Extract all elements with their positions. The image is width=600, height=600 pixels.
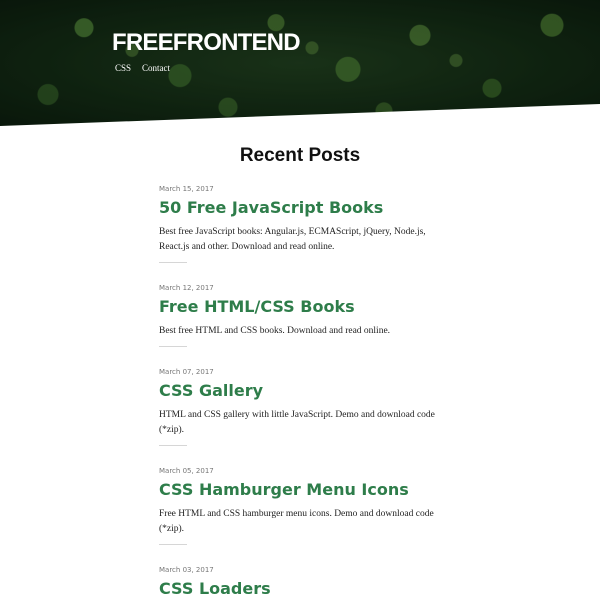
post-title-link[interactable]: CSS Loaders xyxy=(159,579,271,598)
post-item xyxy=(159,466,439,545)
nav-item-contact[interactable]: Contact xyxy=(142,63,171,73)
post-divider xyxy=(159,544,187,545)
post-date: March 03, 2017 xyxy=(159,566,214,574)
post-title-link[interactable]: CSS Hamburger Menu Icons xyxy=(159,480,409,499)
post-title-link[interactable]: Free HTML/CSS Books xyxy=(159,297,355,316)
post-excerpt: HTML and CSS gallery with little JavaScript. Demo and download code (*zip). xyxy=(159,410,435,435)
post-divider xyxy=(159,262,187,263)
nav-item-css[interactable]: CSS xyxy=(115,63,132,73)
post-date: March 12, 2017 xyxy=(159,284,214,292)
post-date: March 07, 2017 xyxy=(159,368,214,376)
page-title: Recent Posts xyxy=(239,145,361,166)
post-item xyxy=(159,283,439,347)
post-excerpt: Best free JavaScript books: Angular.js, ECMAScript, jQuery, Node.js, React.js and other. Download and read online. xyxy=(159,227,426,252)
header-angled-edge xyxy=(0,0,600,126)
post-list xyxy=(159,184,439,600)
main-content xyxy=(0,140,600,598)
post-excerpt: Free HTML and CSS hamburger menu icons. Demo and download code (*zip). xyxy=(159,509,434,534)
post-excerpt: Best free HTML and CSS books. Download and read online. xyxy=(159,326,391,336)
site-logo-title[interactable]: FREEFRONTEND xyxy=(112,29,300,56)
site-header xyxy=(0,0,600,126)
post-item xyxy=(159,367,439,446)
post-title-link[interactable]: CSS Gallery xyxy=(159,381,264,400)
post-divider xyxy=(159,346,187,347)
post-item xyxy=(159,565,439,600)
post-date: March 05, 2017 xyxy=(159,467,214,475)
post-item xyxy=(159,184,439,263)
post-title-link[interactable]: 50 Free JavaScript Books xyxy=(159,198,384,217)
post-date: March 15, 2017 xyxy=(159,185,214,193)
main-nav xyxy=(115,63,170,73)
post-divider xyxy=(159,445,187,446)
